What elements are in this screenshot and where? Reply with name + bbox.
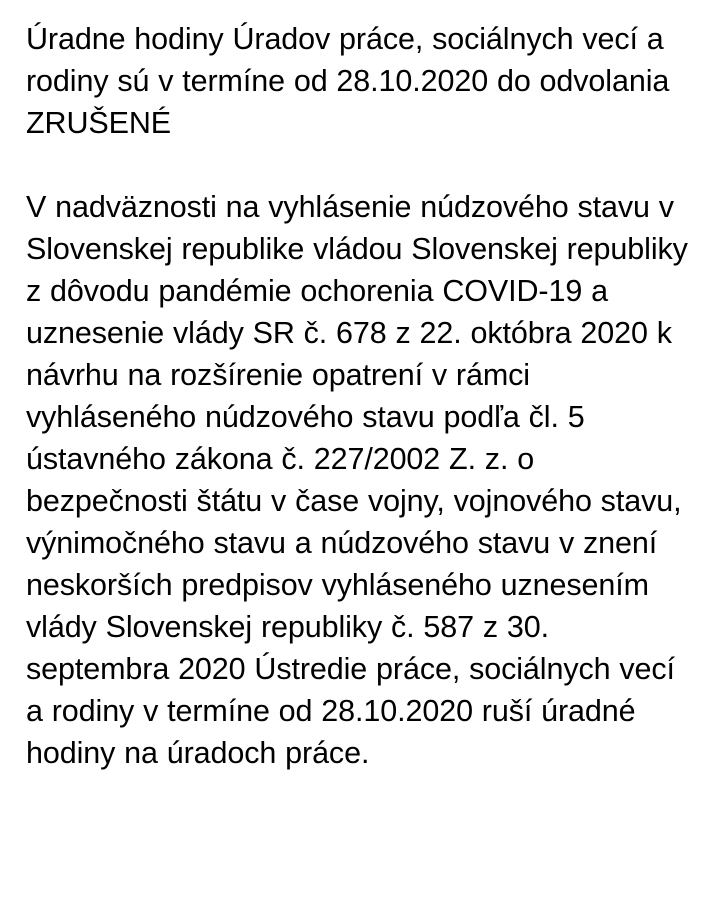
announcement-body: V nadväznosti na vyhlásenie núdzového stavu v Slovenskej republike vládou Slovenskej republiky z dôvodu pandémie ochorenia COVID-19 a uznesenie vlády SR č. 678 z 22. októbra 2020 k návrhu na rozšírenie opatrení v rámci vyhláseného núdzového stavu podľa čl. 5 ústavného zákona č. 227/2002 Z. z. o bezpečnosti štátu v čase vojny, vojnového stavu, výnimočného stavu a núdzového stavu v znení neskorších predpisov vyhláseného uznesením vlády Slovenskej republiky č. 587 z 30. septembra 2020 Ústredie práce, sociálnych vecí a rodiny v termíne od 28.10.2020 ruší úradné hodiny na úradoch práce. (26, 190, 688, 770)
announcement-heading: Úradne hodiny Úradov práce, sociálnych vecí a rodiny sú v termíne od 28.10.2020 do odvolania ZRUŠENÉ (26, 22, 670, 140)
